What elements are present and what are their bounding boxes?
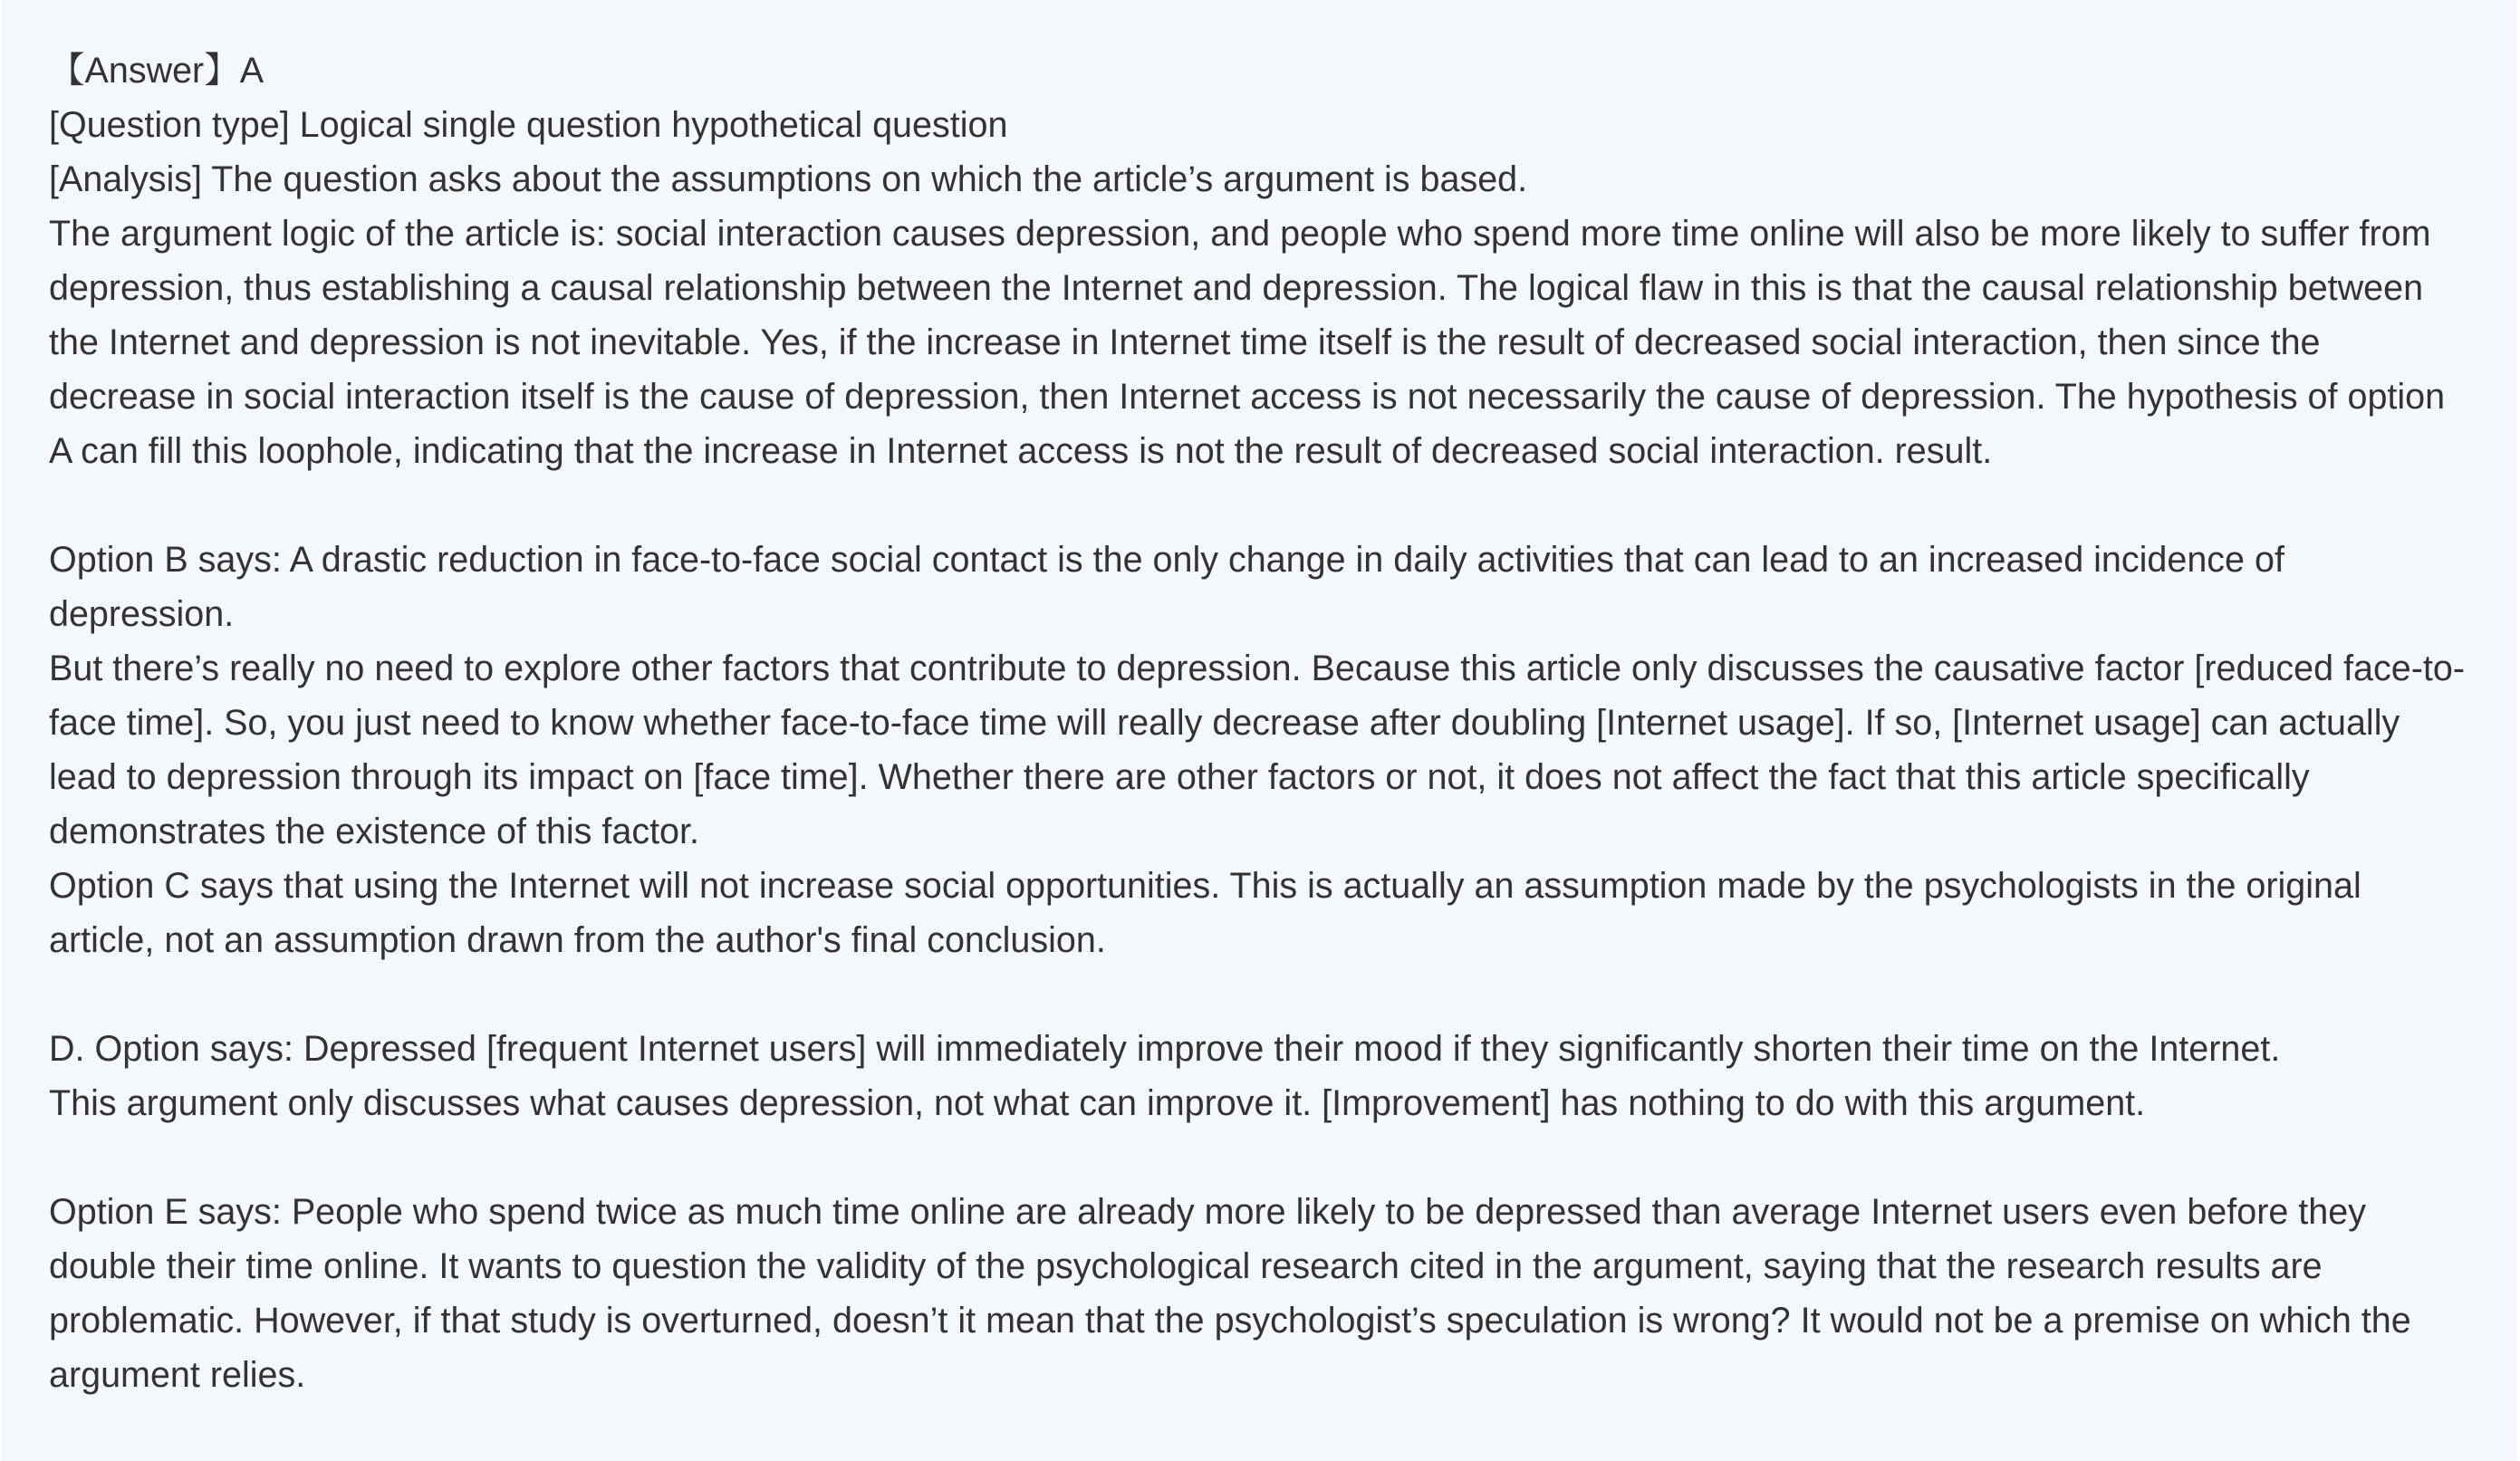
analysis-line: [Analysis] The question asks about the assumptions on which the article’s argument is based.	[49, 159, 1528, 199]
option-b-paragraph: Option B says: A drastic reduction in face-to-face social contact is the only change in daily activities that can lead to an increased incidence of depression.	[49, 540, 2284, 634]
question-type-line: [Question type] Logical single question hypothetical question	[49, 105, 1008, 145]
option-b-explanation: But there’s really no need to explore other factors that contribute to depression. Because this article only discusses the causative factor [reduced face-to-face time]. So, you just need to know whether face-to-face time will really decrease after doubling [Internet usage]. If so, [Internet usage] can actually lead to depression through its impact on [face time]. Whether there are other factors or not, it does not affect the fact that this article specifically demonstrates the existence of this factor.	[49, 649, 2465, 851]
paragraph-gap	[49, 967, 2471, 1022]
option-d-paragraph: D. Option says: Depressed [frequent Internet users] will immediately improve their mood if they significantly shorten their time on the Internet.	[49, 1029, 2281, 1069]
option-c-paragraph: Option C says that using the Internet will not increase social opportunities. This is actually an assumption made by the psychologists in the original article, not an assumption drawn from the author's final conclusion.	[49, 866, 2361, 960]
answer-line: 【Answer】A	[49, 51, 265, 91]
argument-paragraph: The argument logic of the article is: social interaction causes depression, and people who spend more time online will also be more likely to suffer from depression, thus establishing a causal relationship between the Internet and depression. The logical flaw in this is that the causal relationship between the Internet and depression is not inevitable. Yes, if the increase in Internet time itself is the result of decreased social interaction, then since the decrease in social interaction itself is the cause of depression, then Internet access is not necessarily the cause of depression. The hypothesis of option A can fill this loophole, indicating that the increase in Internet access is not the result of decreased social interaction. result.	[49, 214, 2446, 471]
paragraph-gap	[49, 478, 2471, 533]
option-e-paragraph: Option E says: People who spend twice as much time online are already more likely to be depressed than average Internet users even before they double their time online. It wants to question the validity of the psychological research cited in the argument, saying that the research results are problematic. However, if that study is overturned, doesn’t it mean that the psychologist’s speculation is wrong? It would not be a premise on which the argument relies.	[49, 1192, 2411, 1395]
option-d-explanation: This argument only discusses what causes depression, not what can improve it. [Improvement] has nothing to do with this argument.	[49, 1083, 2146, 1123]
answer-explanation-panel	[2, 0, 2516, 1461]
paragraph-gap	[49, 1130, 2471, 1185]
